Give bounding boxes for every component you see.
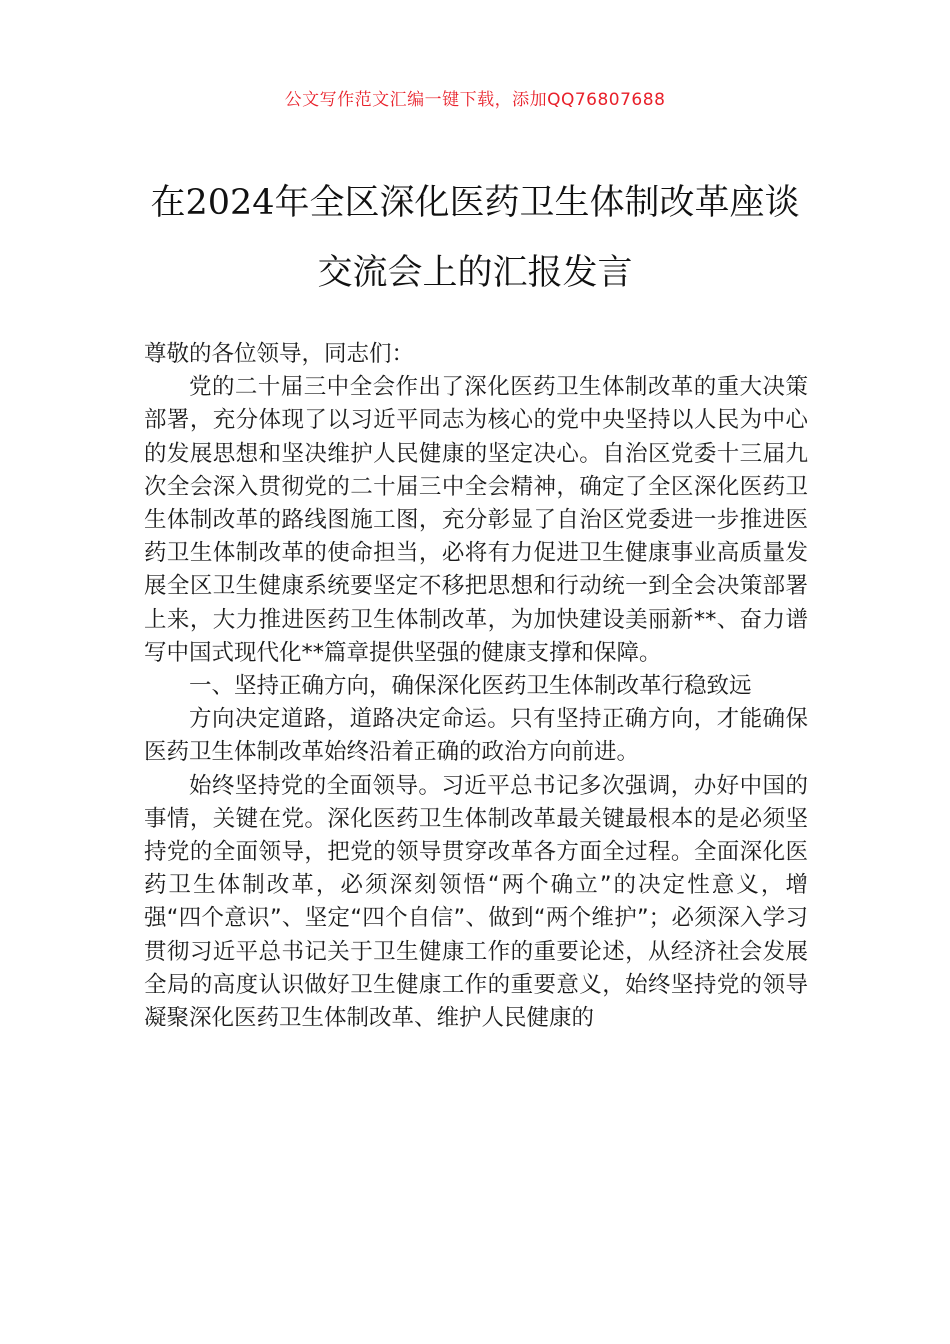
- header-download-note: 公文写作范文汇编一键下载，添加QQ76807688: [284, 90, 666, 110]
- paragraph-leadership: 始终坚持党的全面领导。习近平总书记多次强调，办好中国的事情，关键在党。深化医药卫生体制改革最关键最根本的是必须坚持党的全面领导，把党的领导贯穿改革各方面全过程。全面深化医药卫生体制改革，必须深刻领悟“两个确立”的决定性意义，增强“四个意识”、坚定“四个自信”、做到“两个维护”；必须深入学习贯彻习近平总书记关于卫生健康工作的重要论述，从经济社会发展全局的高度认识做好卫生健康工作的重要意义，始终坚持党的领导凝聚深化医药卫生体制改革、维护人民健康的: [144, 772, 808, 1032]
- section-heading-1: 一、坚持正确方向，确保深化医药卫生体制改革行稳致远: [189, 673, 752, 700]
- paragraph-direction: 方向决定道路，道路决定命运。只有坚持正确方向，才能确保医药卫生体制改革始终沿着正确的政治方向前进。: [144, 706, 808, 766]
- document-title: [120, 168, 830, 308]
- salutation: 尊敬的各位领导，同志们：: [144, 341, 415, 367]
- document-body: [144, 338, 808, 1035]
- title-line-2: 交流会上的汇报发言: [317, 253, 633, 293]
- title-line-1: 在2024年全区深化医药卫生体制改革座谈: [150, 183, 800, 223]
- paragraph-intro: 党的二十届三中全会作出了深化医药卫生体制改革的重大决策部署，充分体现了以习近平同志为核心的党中央坚持以人民为中心的发展思想和坚决维护人民健康的坚定决心。自治区党委十三届九次全会深入贯彻党的二十届三中全会精神，确定了全区深化医药卫生体制改革的路线图施工图，充分彰显了自治区党委进一步推进医药卫生体制改革的使命担当，必将有力促进卫生健康事业高质量发展全区卫生健康系统要坚定不移把思想和行动统一到全会决策部署上来，大力推进医药卫生体制改革，为加快建设美丽新**、奋力谱写中国式现代化**篇章提供坚强的健康支撑和保障。: [144, 374, 808, 666]
